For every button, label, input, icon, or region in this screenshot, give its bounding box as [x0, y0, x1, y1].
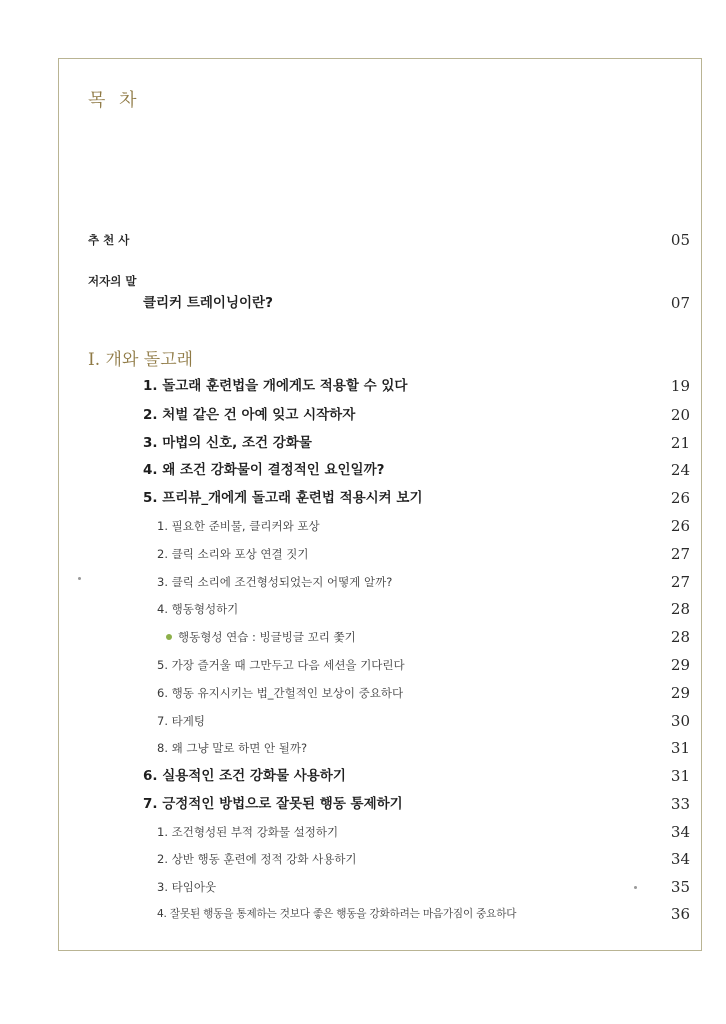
toc-entry-page: 27: [670, 545, 690, 563]
toc-entry-page: 27: [670, 573, 690, 591]
toc-entry-page: 21: [670, 434, 690, 452]
toc-entry[interactable]: [0, 404, 726, 426]
toc-entry-label: 2. 클릭 소리와 포상 연결 짓기: [157, 547, 309, 561]
toc-entry-page: 28: [670, 600, 690, 618]
toc-entry-label: 7. 긍정적인 방법으로 잘못된 행동 통제하기: [143, 796, 403, 812]
toc-subentry[interactable]: [0, 543, 726, 565]
toc-entry[interactable]: [0, 793, 726, 815]
toc-entry[interactable]: [0, 487, 726, 509]
toc-entry-page: 29: [670, 656, 690, 674]
toc-entry-label: 클리커 트레이닝이란?: [143, 295, 273, 311]
toc-entry-label: 8. 왜 그냥 말로 하면 안 될까?: [157, 741, 308, 755]
toc-subentry[interactable]: [0, 737, 726, 759]
toc-subentry[interactable]: [0, 515, 726, 537]
toc-entry-label: 6. 행동 유지시키는 법_간헐적인 보상이 중요하다: [157, 686, 404, 700]
toc-title: 목 차: [88, 90, 141, 111]
toc-entry-page: 34: [670, 850, 690, 868]
toc-entry-page: 24: [670, 461, 690, 479]
toc-entry-label: 6. 실용적인 조건 강화물 사용하기: [143, 768, 346, 784]
toc-entry-page: 34: [670, 823, 690, 841]
toc-entry-label: 7. 타게팅: [157, 714, 205, 728]
toc-entry[interactable]: [0, 765, 726, 787]
toc-entry-label: 저자의 말: [88, 274, 137, 288]
toc-entry-label: 4. 왜 조건 강화물이 결정적인 요인일까?: [143, 462, 385, 478]
toc-entry-page: 35: [670, 878, 690, 896]
toc-entry-intro[interactable]: [0, 292, 726, 314]
toc-entry[interactable]: [0, 375, 726, 397]
toc-entry-page: 07: [670, 294, 690, 312]
toc-entry-page: 26: [670, 489, 690, 507]
toc-entry[interactable]: [0, 432, 726, 454]
chapter-heading: I. 개와 돌고래: [88, 350, 194, 370]
toc-entry-page: 36: [670, 905, 690, 923]
toc-entry[interactable]: [0, 459, 726, 481]
toc-entry-label: 5. 가장 즐거울 때 그만두고 다음 세션을 기다린다: [157, 658, 405, 672]
toc-entry-author-note[interactable]: [0, 270, 726, 292]
toc-entry-label: 추 천 사: [88, 233, 130, 247]
toc-entry-page: 26: [670, 517, 690, 535]
scan-speck: [634, 886, 637, 889]
toc-entry-page: 30: [670, 712, 690, 730]
toc-entry-page: 19: [670, 377, 690, 395]
toc-subentry[interactable]: [0, 654, 726, 676]
toc-entry-label: 4. 잘못된 행동을 통제하는 것보다 좋은 행동을 강화하려는 마음가짐이 중요하다: [157, 908, 517, 920]
toc-subentry[interactable]: [0, 571, 726, 593]
toc-subentry[interactable]: [0, 821, 726, 843]
toc-entry-label: 3. 타임아웃: [157, 880, 217, 894]
toc-entry-page: 29: [670, 684, 690, 702]
toc-subentry[interactable]: [0, 876, 726, 898]
toc-entry-label: 5. 프리뷰_개에게 돌고래 훈련법 적용시켜 보기: [143, 490, 423, 506]
toc-entry-label: 행동형성 연습 : 빙글빙글 꼬리 쫓기: [178, 630, 356, 644]
toc-entry-label: 2. 상반 행동 훈련에 정적 강화 사용하기: [157, 852, 357, 866]
toc-entry-label: 2. 처벌 같은 건 아예 잊고 시작하자: [143, 407, 356, 423]
toc-entry-page: 28: [670, 628, 690, 646]
toc-subentry[interactable]: [0, 848, 726, 870]
toc-entry-label: 1. 조건형성된 부적 강화물 설정하기: [157, 825, 339, 839]
toc-entry-label: 1. 돌고래 훈련법을 개에게도 적용할 수 있다: [143, 378, 408, 394]
toc-entry-text: [166, 626, 356, 648]
toc-entry-page: 33: [670, 795, 690, 813]
toc-entry-page: 31: [670, 767, 690, 785]
toc-subentry[interactable]: [0, 710, 726, 732]
toc-entry-label: 1. 필요한 준비물, 클리커와 포상: [157, 519, 320, 533]
toc-entry-page: 20: [670, 406, 690, 424]
toc-entry-page: 31: [670, 739, 690, 757]
bullet-dot-icon: [166, 634, 172, 640]
toc-subentry[interactable]: [0, 903, 726, 925]
toc-subentry[interactable]: [0, 598, 726, 620]
toc-subentry[interactable]: [0, 682, 726, 704]
toc-entry-page: 05: [670, 231, 690, 249]
toc-entry-label: 3. 마법의 신호, 조건 강화물: [143, 435, 312, 451]
toc-exercise-entry[interactable]: [0, 626, 726, 648]
toc-entry-recommendation[interactable]: [0, 229, 726, 251]
toc-entry-label: 3. 클릭 소리에 조건형성되었는지 어떻게 알까?: [157, 575, 393, 589]
scan-speck: [78, 577, 81, 580]
toc-entry-label: 4. 행동형성하기: [157, 602, 239, 616]
